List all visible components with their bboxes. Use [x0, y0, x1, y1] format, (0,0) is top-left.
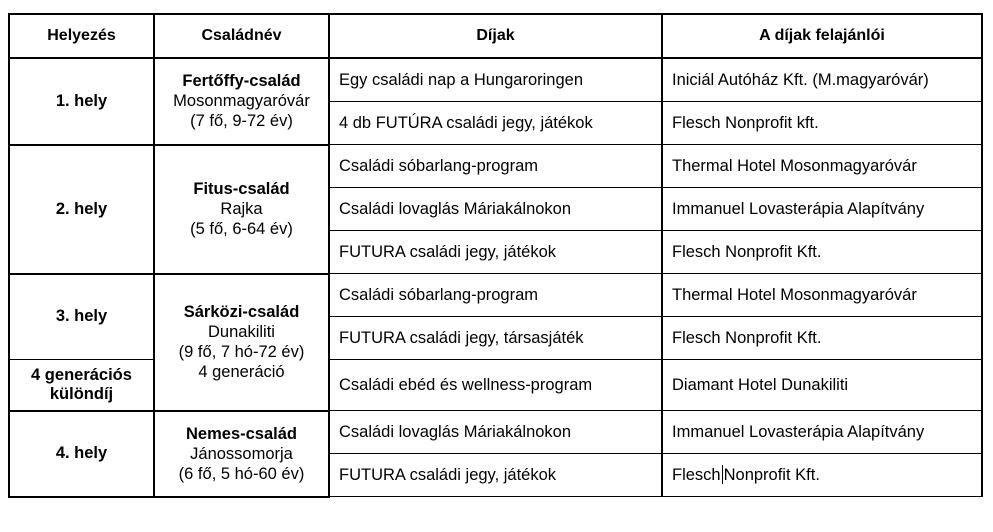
prize-cell: Egy családi nap a Hungaroringen [329, 58, 662, 102]
sponsor-cell: Immanuel Lovasterápia Alapítvány [662, 411, 982, 454]
sponsor-text-part: Flesch [672, 466, 721, 484]
prize-cell: Családi sóbarlang-program [329, 274, 662, 317]
family-cell [154, 274, 329, 411]
table-row [9, 274, 982, 317]
prize-cell: 4 db FUTÚRA családi jegy, játékok [329, 102, 662, 145]
sponsor-cell: Immanuel Lovasterápia Alapítvány [662, 188, 982, 231]
header-felajanlok: A díjak felajánlói [662, 14, 982, 58]
place-cell: 4. hely [9, 411, 154, 497]
family-cell [154, 411, 329, 497]
header-row [9, 14, 982, 58]
place-cell: 2. hely [9, 145, 154, 274]
family-town: Mosonmagyaróvár [173, 92, 310, 111]
family-name: Fitus-család [193, 180, 290, 198]
family-detail: (5 fő, 6-64 év) [190, 220, 293, 238]
text-cursor [722, 465, 723, 484]
prize-cell: Családi sóbarlang-program [329, 145, 662, 188]
family-detail: (6 fő, 5 hó-60 év) [178, 464, 305, 483]
sponsor-cell: Thermal Hotel Mosonmagyaróvár [662, 274, 982, 317]
family-town: Jánossomorja [190, 444, 293, 463]
prize-cell: Családi lovaglás Máriakálnokon [329, 188, 662, 231]
sponsor-text-part: Nonprofit Kft. [723, 466, 820, 484]
table-row [9, 411, 982, 454]
sponsor-cell: Flesch Nonprofit Kft. [662, 231, 982, 274]
prize-cell: Családi ebéd és wellness-program [329, 360, 662, 411]
family-detail: (9 fő, 7 hó-72 év) [178, 343, 305, 361]
sponsor-cell: Flesch Nonprofit kft. [662, 102, 982, 145]
family-cell [154, 58, 329, 145]
family-town: Dunakiliti [208, 323, 275, 341]
header-dijak: Díjak [329, 14, 662, 58]
sponsor-cell[interactable] [662, 454, 982, 497]
family-name: Fertőffy-család [182, 72, 301, 91]
prize-cell: Családi lovaglás Máriakálnokon [329, 411, 662, 454]
sponsor-cell: Flesch Nonprofit Kft. [662, 317, 982, 360]
family-extra: 4 generáció [198, 363, 285, 381]
family-town: Rajka [220, 200, 263, 218]
header-helyezes: Helyezés [9, 14, 154, 58]
family-cell [154, 145, 329, 274]
family-name: Sárközi-család [183, 303, 300, 321]
place-cell: 3. hely [9, 274, 154, 360]
table-row [9, 58, 982, 102]
table-row [9, 145, 982, 188]
prize-cell: FUTURA családi jegy, játékok [329, 454, 662, 497]
header-csaladnev: Családnév [154, 14, 329, 58]
family-detail: (7 fő, 9-72 év) [190, 112, 293, 131]
awards-table [8, 13, 983, 498]
special-award-cell: 4 generációs különdíj [9, 360, 154, 411]
place-cell: 1. hely [9, 58, 154, 145]
prize-cell: FUTURA családi jegy, társasjáték [329, 317, 662, 360]
sponsor-cell: Diamant Hotel Dunakiliti [662, 360, 982, 411]
prize-cell: FUTURA családi jegy, játékok [329, 231, 662, 274]
sponsor-cell: Thermal Hotel Mosonmagyaróvár [662, 145, 982, 188]
family-name: Nemes-család [186, 424, 297, 443]
sponsor-cell: Iniciál Autóház Kft. (M.magyaróvár) [662, 58, 982, 102]
